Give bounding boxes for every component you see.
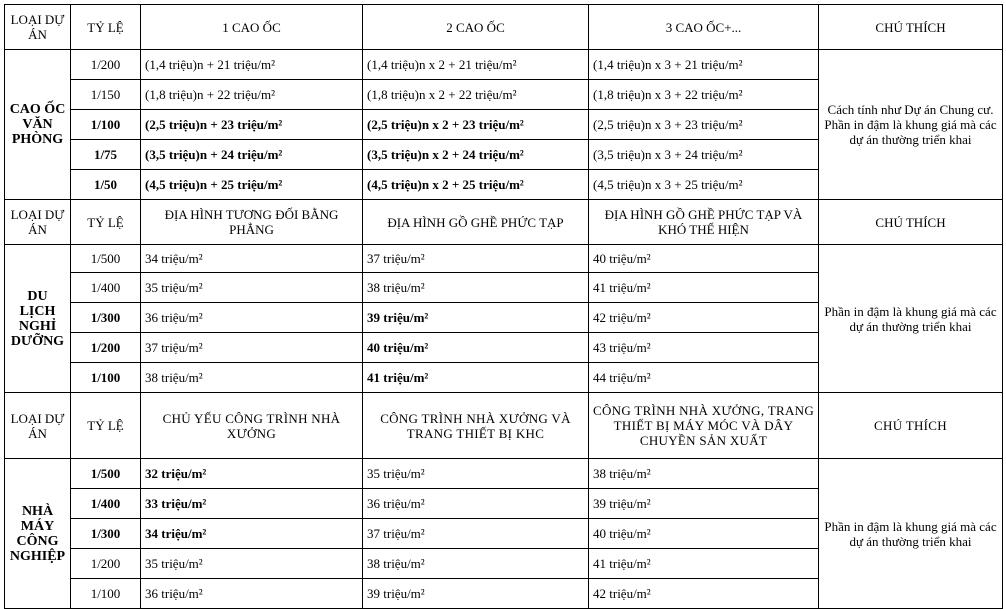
- scale-cell: 1/300: [71, 303, 141, 333]
- price-cell: 40 triệu/m²: [363, 333, 589, 363]
- column-header-1: CHỦ YẾU CÔNG TRÌNH NHÀ XƯỞNG: [141, 393, 363, 459]
- price-cell: (1,8 triệu)n x 3 + 22 triệu/m²: [589, 80, 819, 110]
- price-cell: 37 triệu/m²: [363, 519, 589, 549]
- price-cell: (2,5 triệu)n x 2 + 23 triệu/m²: [363, 110, 589, 140]
- column-header-3: CÔNG TRÌNH NHÀ XƯỞNG, TRANG THIẾT BỊ MÁY MÓC VÀ DÂY CHUYỀN SẢN XUẤT: [589, 393, 819, 459]
- price-cell: 32 triệu/m²: [141, 459, 363, 489]
- note-header: CHÚ THÍCH: [819, 393, 1003, 459]
- price-cell: 36 triệu/m²: [363, 489, 589, 519]
- price-cell: (1,8 triệu)n + 22 triệu/m²: [141, 80, 363, 110]
- table-row: [5, 50, 1003, 80]
- price-cell: 41 triệu/m²: [589, 273, 819, 303]
- price-cell: (1,8 triệu)n x 2 + 22 triệu/m²: [363, 80, 589, 110]
- price-cell: 36 triệu/m²: [141, 303, 363, 333]
- column-header-3: 3 CAO ỐC+...: [589, 5, 819, 50]
- note-cell: Cách tính như Dự án Chung cư. Phần in đậm là khung giá mà các dự án thường triển khai: [819, 50, 1003, 200]
- price-cell: 41 triệu/m²: [363, 363, 589, 393]
- scale-header: TỶ LỆ: [71, 393, 141, 459]
- price-cell: 37 triệu/m²: [141, 333, 363, 363]
- price-cell: (2,5 triệu)n + 23 triệu/m²: [141, 110, 363, 140]
- scale-header: TỶ LỆ: [71, 200, 141, 245]
- section-2-header-row: [5, 200, 1003, 245]
- table-row: [5, 459, 1003, 489]
- scale-cell: 1/150: [71, 80, 141, 110]
- column-header-2: ĐỊA HÌNH GỒ GHỀ PHỨC TẠP: [363, 200, 589, 245]
- price-cell: (4,5 triệu)n x 2 + 25 triệu/m²: [363, 170, 589, 200]
- price-cell: 35 triệu/m²: [141, 273, 363, 303]
- scale-cell: 1/400: [71, 489, 141, 519]
- price-cell: 43 triệu/m²: [589, 333, 819, 363]
- price-cell: 37 triệu/m²: [363, 245, 589, 273]
- price-cell: (1,4 triệu)n + 21 triệu/m²: [141, 50, 363, 80]
- column-header-1: ĐỊA HÌNH TƯƠNG ĐỐI BẰNG PHẲNG: [141, 200, 363, 245]
- price-cell: 42 triệu/m²: [589, 303, 819, 333]
- section-3-header-row: [5, 393, 1003, 459]
- column-header-2: 2 CAO ỐC: [363, 5, 589, 50]
- price-cell: 39 triệu/m²: [363, 579, 589, 609]
- column-header-1: 1 CAO ỐC: [141, 5, 363, 50]
- table-row: [5, 245, 1003, 273]
- scale-cell: 1/100: [71, 363, 141, 393]
- scale-cell: 1/75: [71, 140, 141, 170]
- price-cell: 36 triệu/m²: [141, 579, 363, 609]
- price-cell: 39 triệu/m²: [363, 303, 589, 333]
- scale-cell: 1/50: [71, 170, 141, 200]
- price-cell: 40 triệu/m²: [589, 245, 819, 273]
- price-cell: 40 triệu/m²: [589, 519, 819, 549]
- scale-header: TỶ LỆ: [71, 5, 141, 50]
- scale-cell: 1/500: [71, 245, 141, 273]
- category-label: CAO ỐC VĂN PHÒNG: [5, 50, 71, 200]
- category-label: DU LỊCH NGHỈ DƯỠNG: [5, 245, 71, 393]
- price-cell: 34 triệu/m²: [141, 519, 363, 549]
- type-header: LOẠI DỰ ÁN: [5, 5, 71, 50]
- note-cell: Phần in đậm là khung giá mà các dự án thường triển khai: [819, 245, 1003, 393]
- scale-cell: 1/200: [71, 549, 141, 579]
- type-header: LOẠI DỰ ÁN: [5, 393, 71, 459]
- column-header-3: ĐỊA HÌNH GỒ GHỀ PHỨC TẠP VÀ KHÓ THỂ HIỆN: [589, 200, 819, 245]
- price-cell: (2,5 triệu)n x 3 + 23 triệu/m²: [589, 110, 819, 140]
- price-cell: (1,4 triệu)n x 2 + 21 triệu/m²: [363, 50, 589, 80]
- price-cell: (1,4 triệu)n x 3 + 21 triệu/m²: [589, 50, 819, 80]
- price-cell: (4,5 triệu)n + 25 triệu/m²: [141, 170, 363, 200]
- price-cell: (3,5 triệu)n x 2 + 24 triệu/m²: [363, 140, 589, 170]
- price-table: [4, 4, 1003, 609]
- price-cell: 41 triệu/m²: [589, 549, 819, 579]
- note-header: CHÚ THÍCH: [819, 5, 1003, 50]
- scale-cell: 1/200: [71, 333, 141, 363]
- scale-cell: 1/400: [71, 273, 141, 303]
- section-1-header-row: [5, 5, 1003, 50]
- note-header: CHÚ THÍCH: [819, 200, 1003, 245]
- note-cell: Phần in đậm là khung giá mà các dự án thường triển khai: [819, 459, 1003, 609]
- price-cell: (3,5 triệu)n + 24 triệu/m²: [141, 140, 363, 170]
- type-header: LOẠI DỰ ÁN: [5, 200, 71, 245]
- price-cell: 38 triệu/m²: [363, 273, 589, 303]
- category-label: NHÀ MÁY CÔNG NGHIỆP: [5, 459, 71, 609]
- price-cell: (4,5 triệu)n x 3 + 25 triệu/m²: [589, 170, 819, 200]
- price-cell: 33 triệu/m²: [141, 489, 363, 519]
- price-cell: 38 triệu/m²: [363, 549, 589, 579]
- column-header-2: CÔNG TRÌNH NHÀ XƯỞNG VÀ TRANG THIẾT BỊ KHC: [363, 393, 589, 459]
- price-cell: (3,5 triệu)n x 3 + 24 triệu/m²: [589, 140, 819, 170]
- scale-cell: 1/200: [71, 50, 141, 80]
- scale-cell: 1/100: [71, 579, 141, 609]
- price-cell: 39 triệu/m²: [589, 489, 819, 519]
- scale-cell: 1/300: [71, 519, 141, 549]
- price-cell: 44 triệu/m²: [589, 363, 819, 393]
- price-cell: 38 triệu/m²: [141, 363, 363, 393]
- price-cell: 38 triệu/m²: [589, 459, 819, 489]
- price-cell: 34 triệu/m²: [141, 245, 363, 273]
- scale-cell: 1/500: [71, 459, 141, 489]
- price-cell: 35 triệu/m²: [363, 459, 589, 489]
- scale-cell: 1/100: [71, 110, 141, 140]
- price-cell: 35 triệu/m²: [141, 549, 363, 579]
- price-cell: 42 triệu/m²: [589, 579, 819, 609]
